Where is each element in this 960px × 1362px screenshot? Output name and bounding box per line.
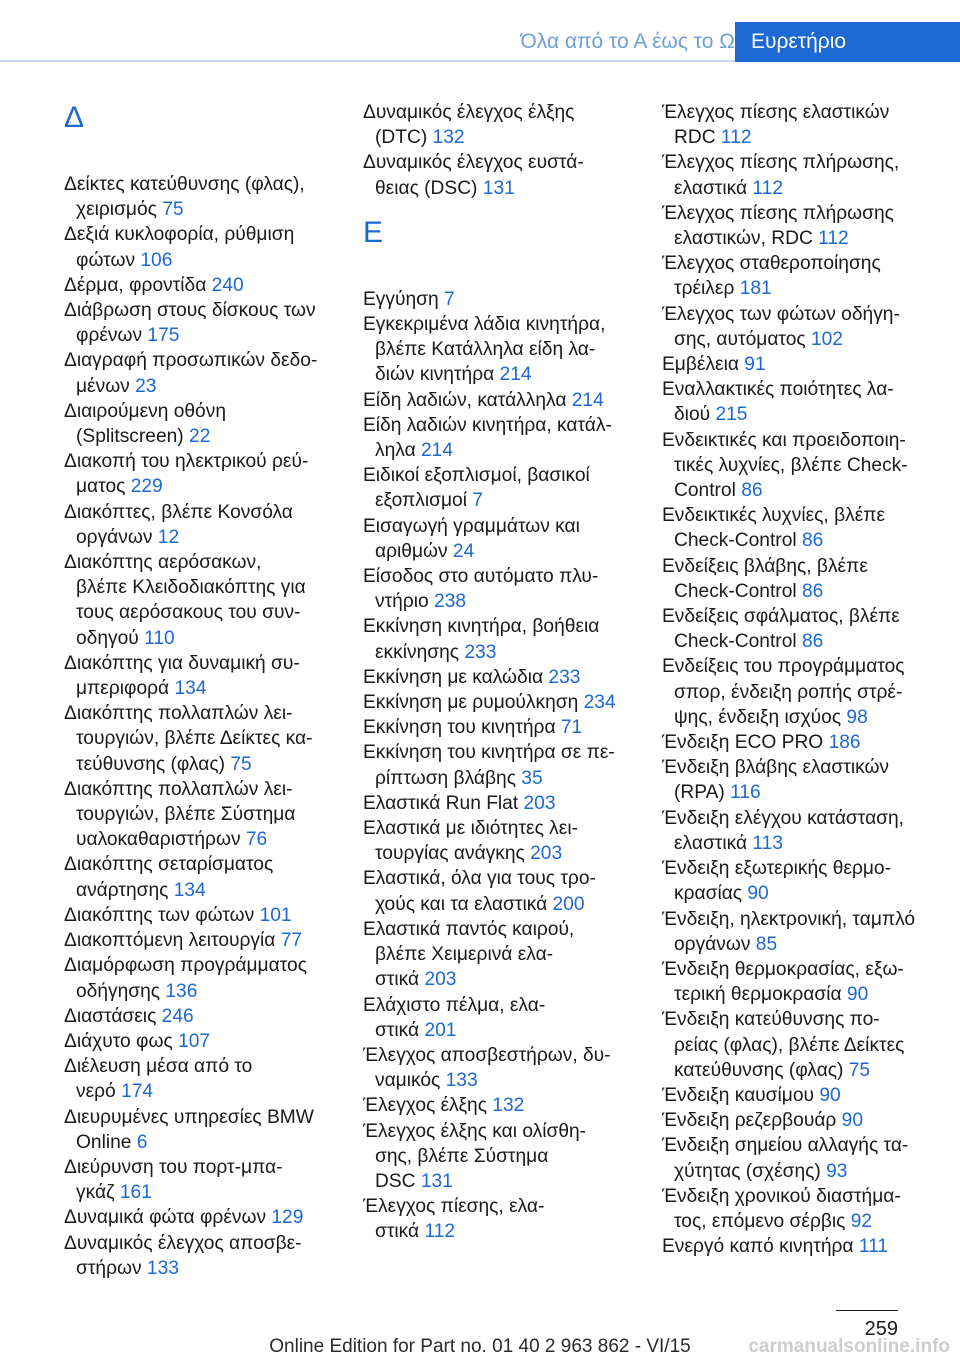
index-page-link[interactable]: 214 [421, 440, 454, 462]
index-entry-term: Διακοπή του ηλεκτρικού ρεύ‐ ματος [64, 451, 309, 498]
index-entry-term: Εκκίνηση με καλώδια [363, 666, 549, 688]
index-entry-term: Έλεγχος πίεσης πλήρωσης ελαστικών, RDC [662, 202, 894, 250]
edition-footer: Online Edition for Part no. 01 40 2 963 862 - VI/15 [269, 1336, 691, 1357]
index-entry [662, 806, 952, 856]
index-entry [662, 150, 952, 200]
index-entry [662, 1083, 952, 1108]
index-page-link[interactable]: 90 [819, 1084, 841, 1106]
index-page-link[interactable]: 71 [560, 717, 583, 739]
index-entry-term: Δυναμικός έλεγχος ευστά‐ θειας (DSC) [363, 152, 584, 199]
index-entry [363, 917, 648, 993]
index-page-link[interactable]: 233 [548, 666, 581, 688]
index-entry-term: Ενδεικτικές λυχνίες, βλέπε Check-Control [662, 505, 886, 552]
index-entry-term: Διαγραφή προσωπικών δεδο‐ μένων [64, 350, 318, 397]
index-page-link[interactable]: 132 [432, 127, 465, 149]
index-entry-term: Έλεγχος πίεσης ελαστικών RDC [662, 102, 890, 149]
index-entry-term: Εκκίνηση του κινητήρα σε πε‐ ρίπτωση βλάβης [363, 742, 615, 789]
index-entry [363, 690, 648, 715]
index-entry [363, 388, 648, 413]
index-entry-term: Έλεγχος σταθεροποίησης τρέιλερ [662, 253, 881, 300]
index-entry [662, 428, 952, 504]
index-entry [662, 730, 952, 755]
index-entry [662, 100, 952, 150]
index-entry [363, 100, 648, 150]
index-entry-term: Ένδειξη θερμοκρασίας, εξω‐ τερική θερμοκρασία [662, 958, 904, 1006]
index-entry [363, 993, 648, 1043]
index-entry [363, 463, 648, 513]
index-page-link[interactable]: 186 [828, 732, 861, 754]
index-entry [363, 715, 648, 740]
index-entry-term: Διεύρυνση του πορτ-μπα‐ γκάζ [64, 1156, 283, 1204]
index-page-link[interactable]: 86 [801, 530, 824, 552]
index-entry-term: Ένδειξη καυσίμου [662, 1084, 820, 1106]
index-page-link[interactable]: 6 [136, 1131, 148, 1153]
index-entry [662, 1108, 952, 1133]
index-entry-term: Διαστάσεις [64, 1005, 162, 1027]
index-entry-term: Έλεγχος έλξης [363, 1095, 493, 1117]
index-entry-term: Δυναμικά φώτα φρένων [64, 1207, 272, 1229]
index-entry [363, 816, 648, 866]
index-page-link[interactable]: 92 [850, 1210, 873, 1232]
index-page-link[interactable]: 131 [420, 1170, 453, 1192]
index-entry [64, 1205, 349, 1230]
index-page-link[interactable]: 85 [755, 933, 778, 955]
index-entry [662, 1007, 952, 1083]
index-entry-term: Διάχυτο φως [64, 1030, 179, 1052]
index-entry-term: Εναλλακτικές ποιότητες λα‐ διού [662, 379, 894, 426]
index-page-link[interactable]: 75 [848, 1059, 871, 1081]
index-page-link[interactable]: 75 [230, 753, 252, 775]
index-entry-term: Διακόπτες, βλέπε Κονσόλα οργάνων [64, 501, 293, 548]
index-entry [64, 1231, 349, 1281]
index-entry-term: Διακόπτης για δυναμική συ‐ μπεριφορά [64, 652, 300, 700]
index-page-link[interactable]: 7 [444, 288, 455, 310]
index-entry-term: Ελαστικά, όλα για τους τρο‐ χούς και τα ελαστικά [363, 868, 596, 915]
index-entry [64, 399, 349, 449]
index-page-link[interactable]: 112 [752, 177, 784, 199]
index-entry-term: Εισαγωγή γραμμάτων και αριθμών [363, 515, 580, 562]
index-entry-term: Δείκτες κατεύθυνσης (φλας), χειρισμός [64, 174, 305, 221]
index-page-link[interactable]: 110 [144, 627, 175, 649]
index-entry-term: Έλεγχος έλξης και ολίσθη‐ σης, βλέπε Σύστημα DSC [363, 1120, 587, 1192]
index-entry-term: Ένδειξη, ηλεκτρονική, ταμπλό οργάνων [662, 908, 916, 955]
index-page-link[interactable]: 77 [280, 930, 303, 952]
index-entry [363, 150, 648, 200]
index-page-link[interactable]: 214 [499, 364, 532, 386]
index-page-link[interactable]: 7 [472, 490, 483, 512]
index-entry [64, 903, 349, 928]
index-page-link[interactable]: 112 [818, 228, 849, 250]
index-entry-term: Διαιρούμενη οθόνη (Splitscreen) [64, 400, 226, 448]
index-column-1 [64, 100, 349, 1281]
index-entry [363, 614, 648, 664]
index-entry [64, 550, 349, 651]
index-entry-term: Διακόπτης πολλαπλών λει‐ τουργιών, βλέπε Δείκτες κα‐ τεύθυνσης (φλας) [64, 703, 313, 775]
index-entry-term: Εκκίνηση του κινητήρα [363, 717, 561, 739]
index-entry-term: Είσοδος στο αυτόματο πλυ‐ ντήριο [363, 566, 599, 613]
index-entry-term: Ενδείξεις βλάβης, βλέπε Check-Control [662, 555, 868, 602]
index-page-link[interactable]: 35 [521, 767, 543, 789]
index-entry-term: Διευρυμένες υπηρεσίες BMW Online [64, 1106, 314, 1153]
header-rule [0, 60, 735, 62]
page-number-rule [836, 1310, 898, 1311]
index-entry [662, 1234, 952, 1259]
index-page-link[interactable]: 91 [744, 354, 766, 376]
index-entry [662, 352, 952, 377]
index-page-link[interactable]: 23 [135, 375, 157, 397]
index-page-link[interactable]: 200 [552, 893, 585, 915]
index-entry [64, 651, 349, 701]
index-entry-term: Έλεγχος αποσβεστήρων, δυ‐ ναμικός [363, 1044, 611, 1092]
index-page-link[interactable]: 136 [165, 980, 198, 1002]
index-entry-term: Ελαστικά με ιδιότητες λει‐ τουργίας ανάγκης [363, 818, 578, 865]
index-entry-term: Διακόπτης αερόσακων, βλέπε Κλειδοδιακόπτης για τους αερόσακους του συν‐ οδηγού [64, 552, 306, 649]
index-entry [363, 514, 648, 564]
index-page-link[interactable]: 133 [445, 1070, 478, 1092]
index-entry-term: Ένδειξη ελέγχου κατάσταση, ελαστικά [662, 807, 905, 854]
index-page-link[interactable]: 86 [801, 580, 824, 602]
index-entry-term: Ενεργό καπό κινητήρα [662, 1236, 859, 1258]
index-page-link[interactable]: 90 [846, 984, 869, 1006]
index-page-link[interactable]: 161 [119, 1182, 152, 1204]
index-entry-term: Ένδειξη εξωτερικής θερμο‐ κρασίας [662, 858, 891, 905]
index-entry [64, 928, 349, 953]
index-entry [363, 665, 648, 690]
index-entry [662, 856, 952, 906]
index-entry [662, 377, 952, 427]
index-entry-term: Διάβρωση στους δίσκους των φρένων [64, 300, 316, 347]
index-entry [662, 1184, 952, 1234]
index-entry [64, 777, 349, 853]
index-entry-term: Έλεγχος των φώτων οδήγη‐ σης, αυτόματος [662, 303, 900, 350]
index-entry [64, 273, 349, 298]
index-column-2 [363, 100, 648, 1245]
index-entry [64, 1155, 349, 1205]
index-page-link[interactable]: 214 [571, 389, 604, 411]
index-entry-term: Διακόπτης σεταρίσματος ανάρτησης [64, 854, 274, 901]
index-entry-term: Έλεγχος πίεσης πλήρωσης, ελαστικά [662, 152, 900, 199]
index-entry-term: Ενδείξεις του προγράμματος σπορ, ένδειξη ροπής στρέ‐ ψης, ένδειξη ισχύος [662, 656, 905, 728]
index-entry-term: Διαμόρφωση προγράμματος οδήγησης [64, 955, 307, 1002]
index-entry-term: Εμβέλεια [662, 354, 745, 376]
index-entry-term: Ελαστικά παντός καιρού, βλέπε Χειμερινά ελα‐ στικά [363, 918, 575, 991]
index-entry [64, 449, 349, 499]
index-entry-term: Ενδείξεις σφάλματος, βλέπε Check-Control [662, 606, 900, 653]
index-entry-term: Διακόπτης των φώτων [64, 904, 260, 926]
index-entry-term: Δέρμα, φροντίδα [64, 274, 212, 296]
index-page-link[interactable]: 75 [162, 199, 184, 221]
index-page-link[interactable]: 129 [271, 1207, 304, 1229]
index-page-link[interactable]: 116 [730, 782, 761, 804]
index-entry [662, 755, 952, 805]
index-page-link[interactable]: 201 [424, 1019, 457, 1041]
index-entry-term: Εγκεκριμένα λάδια κινητήρα, βλέπε Κατάλληλα είδη λα‐ διών κινητήρα [363, 314, 606, 386]
index-entry [64, 701, 349, 777]
index-page-link[interactable]: 107 [178, 1030, 211, 1052]
index-entry [662, 302, 952, 352]
index-page-link[interactable]: 24 [452, 540, 475, 562]
index-entry [64, 852, 349, 902]
index-page-link[interactable]: 86 [741, 480, 763, 502]
index-page-link[interactable]: 112 [720, 127, 752, 149]
index-page-link[interactable]: 175 [147, 325, 180, 347]
index-page-link[interactable]: 203 [530, 843, 563, 865]
breadcrumb[interactable]: Όλα από το Α έως το Ω [520, 30, 735, 53]
index-page-link[interactable]: 233 [464, 641, 497, 663]
index-entry [363, 564, 648, 614]
index-page-link[interactable]: 76 [245, 829, 268, 851]
index-entry [64, 172, 349, 222]
page-header [0, 0, 960, 62]
index-page-link[interactable]: 98 [846, 706, 868, 728]
index-entry-term: Έλεγχος πίεσης, ελα‐ στικά [363, 1196, 545, 1243]
index-entry-term: Ενδεικτικές και προειδοποιη‐ τικές λυχνίες, βλέπε Check- Control [662, 429, 908, 502]
index-entry-term: Ελάχιστο πέλμα, ελα‐ στικά [363, 994, 546, 1041]
index-entry [363, 413, 648, 463]
index-page-link[interactable]: 134 [174, 678, 207, 700]
index-entry [363, 287, 648, 312]
index-page-link[interactable]: 86 [801, 631, 824, 653]
index-entry [363, 866, 648, 916]
index-entry [662, 604, 952, 654]
index-entry [64, 1029, 349, 1054]
index-page-link[interactable]: 132 [492, 1095, 525, 1117]
index-entry [662, 654, 952, 730]
index-entry [363, 1043, 648, 1093]
index-page-link[interactable]: 181 [739, 278, 772, 300]
page-number: 259 [864, 1318, 898, 1340]
index-entry-term: Εκκίνηση κινητήρα, βοήθεια εκκίνησης [363, 616, 600, 663]
index-entry [363, 740, 648, 790]
index-entry [363, 1119, 648, 1195]
index-entry-term: Ένδειξη ρεζερβουάρ [662, 1110, 842, 1132]
watermark: carmanualsonline.info [748, 1336, 950, 1357]
index-entry-term: Ένδειξη ECO PRO [662, 732, 829, 754]
index-page-link[interactable]: 12 [157, 526, 180, 548]
index-page-link[interactable]: 240 [211, 274, 244, 296]
index-entry [363, 1093, 648, 1118]
index-entry [662, 201, 952, 251]
index-page-link[interactable]: 112 [424, 1221, 456, 1243]
index-entry [363, 1194, 648, 1244]
index-page-link[interactable]: 22 [189, 426, 211, 448]
index-entry-term: Δυναμικός έλεγχος έλξης (DTC) [363, 102, 575, 149]
index-entry-term: Ελαστικά Run Flat [363, 792, 524, 814]
index-entry-term: Εγγύηση [363, 288, 444, 310]
index-entry-term: Διέλευση μέσα από το νερό [64, 1056, 253, 1103]
index-entry [363, 312, 648, 388]
index-entry-term: Ειδικοί εξοπλισμοί, βασικοί εξοπλισμοί [363, 465, 590, 512]
index-entry [363, 791, 648, 816]
index-page-link[interactable]: 101 [259, 904, 292, 926]
index-entry [64, 222, 349, 272]
index-entry [662, 503, 952, 553]
index-entry [662, 957, 952, 1007]
index-entry-term: Ένδειξη κατεύθυνσης πο‐ ρείας (φλας), βλέπε Δείκτες κατεύθυνσης (φλας) [662, 1009, 905, 1081]
index-page-link[interactable]: 93 [826, 1160, 848, 1182]
index-entry-term: Διακόπτης πολλαπλών λει‐ τουργιών, βλέπε Σύστημα υαλοκαθαριστήρων [64, 778, 296, 851]
index-letter-heading: Δ [64, 101, 85, 134]
index-entry [662, 1133, 952, 1183]
index-entry-term: Είδη λαδιών κινητήρα, κατάλ‐ ληλα [363, 414, 612, 462]
index-page-link[interactable]: 203 [424, 969, 457, 991]
index-entry-term: Ένδειξη χρονικού διαστήμα‐ τος, επόμενο σέρβις [662, 1185, 901, 1232]
index-entry-term: Ένδειξη σημείου αλλαγής τα‐ χύτητας (σχέσης) [662, 1135, 909, 1182]
section-tab-index[interactable]: Ευρετήριο [735, 22, 960, 62]
index-page-link[interactable]: 131 [482, 177, 515, 199]
index-entry [662, 251, 952, 301]
index-entry-term: Διακοπτόμενη λειτουργία [64, 930, 281, 952]
index-entry [64, 1004, 349, 1029]
index-entry [662, 554, 952, 604]
index-page-link[interactable]: 113 [752, 832, 784, 854]
index-page-link[interactable]: 215 [715, 404, 748, 426]
index-entry [662, 907, 952, 957]
index-entry [64, 348, 349, 398]
index-entry-term: Δεξιά κυκλοφορία, ρύθμιση φώτων [64, 224, 295, 271]
index-entry [64, 1054, 349, 1104]
index-entry [64, 298, 349, 348]
index-page-link[interactable]: 134 [173, 879, 206, 901]
index-page-link[interactable]: 203 [523, 792, 556, 814]
index-page-link[interactable]: 90 [841, 1110, 864, 1132]
index-entry [64, 500, 349, 550]
index-page-link[interactable]: 106 [140, 249, 173, 271]
index-entry-term: Δυναμικός έλεγχος αποσβε‐ στήρων [64, 1232, 302, 1279]
index-entry-term: Είδη λαδιών, κατάλληλα [363, 389, 572, 411]
index-entry-term: Ένδειξη βλάβης ελαστικών (RPA) [662, 757, 890, 804]
index-letter-heading: Ε [363, 215, 384, 249]
index-page-link[interactable]: 102 [810, 328, 843, 350]
index-page-link[interactable]: 238 [434, 591, 467, 613]
index-entry-term: Εκκίνηση με ρυμούλκηση [363, 692, 584, 714]
index-column-3 [662, 100, 952, 1259]
index-page-link[interactable]: 111 [858, 1236, 889, 1258]
index-entry [64, 953, 349, 1003]
index-page-link[interactable]: 133 [146, 1257, 179, 1279]
index-page-link[interactable]: 90 [747, 883, 769, 905]
index-page-link[interactable]: 229 [130, 476, 163, 498]
index-page-link[interactable]: 246 [161, 1005, 194, 1027]
index-entry [64, 1105, 349, 1155]
index-page-link[interactable]: 234 [583, 692, 616, 714]
index-page-link[interactable]: 174 [121, 1081, 154, 1103]
